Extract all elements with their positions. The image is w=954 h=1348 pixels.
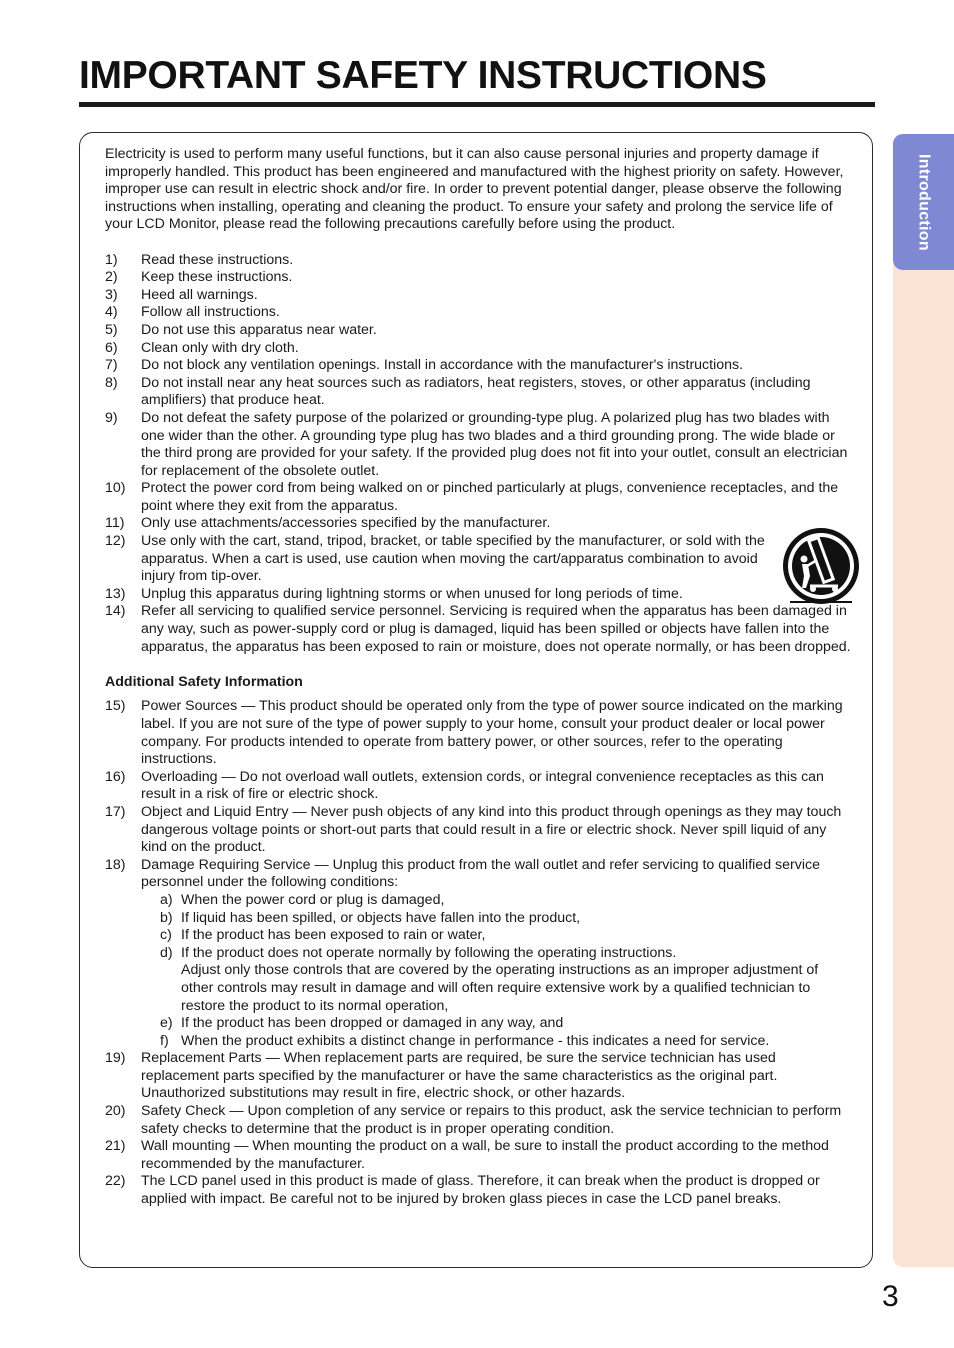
additional-safety-heading: Additional Safety Information bbox=[105, 673, 303, 690]
side-tab-strip bbox=[893, 134, 954, 1267]
list-item: 22) The LCD panel used in this product is made of glass. Therefore, it can break when the product is dropped or applied with impact. Be careful not to be injured by broken glass pieces in case the LCD panel breaks. bbox=[105, 1173, 820, 1208]
sub-list-note: Adjust only those controls that are covered by the operating instructions as an improper adjustment of other controls may result in damage and will often require extensive work by a qualified technician to restore the product to its normal operation, bbox=[181, 962, 819, 1014]
safety-content bbox=[105, 146, 851, 1209]
list-item: 18) Damage Requiring Service — Unplug this product from the wall outlet and refer servicing to qualified service personnel under the following conditions: bbox=[105, 856, 820, 891]
sub-list-item: f) When the product exhibits a distinct change in performance - this indicates a need for service. bbox=[160, 1032, 770, 1049]
intro-paragraph: Electricity is used to perform many useful functions, but it can also cause personal injuries and property damage if improperly handled. This product has been engineered and manufactured with the highest priority on safety. However, improper use can result in electric shock and/or fire. In order to prevent potential danger, please observe the following instructions when installing, operating and cleaning the product. To ensure your safety and prolong the service life of your LCD Monitor, please read the following precautions carefully before using the product. bbox=[105, 146, 844, 233]
list-item: 20) Safety Check — Upon completion of any service or repairs to this product, ask the service technician to perform safety checks to determine that the product is in proper operating condition. bbox=[105, 1103, 842, 1137]
sub-list-item: c) If the product has been exposed to rain or water, bbox=[160, 927, 486, 944]
list-item: 12) Use only with the cart, stand, tripod, bracket, or table specified by the manufacturer, or sold with the apparatus. When a cart is used, use caution when moving the cart/apparatus combination to avoid injury from tip-over. bbox=[105, 533, 765, 585]
additional-list bbox=[105, 698, 851, 1208]
list-item: 11) Only use attachments/accessories specified by the manufacturer. bbox=[105, 515, 551, 532]
list-item: 10) Protect the power cord from being walked on or pinched particularly at plugs, convenience receptacles, and the point where they exit from the apparatus. bbox=[105, 480, 839, 514]
list-item: 2) Keep these instructions. bbox=[105, 269, 293, 286]
list-item: 3) Heed all warnings. bbox=[105, 286, 258, 303]
list-item: 14) Refer all servicing to qualified service personnel. Servicing is required when the apparatus has been damaged in any way, such as power-supply cord or plug is damaged, liquid has been spilled or objects have fallen into the apparatus, the apparatus has been exposed to rain or moisture, does not operate normally, or has been dropped. bbox=[105, 603, 851, 655]
list-item: 15) Power Sources — This product should be operated only from the type of power source indicated on the marking label. If you are not sure of the type of power supply to your home, consult your product dealer or local power company. For products intended to operate from battery power, or other sources, refer to the operating instructions. bbox=[105, 698, 843, 768]
page-number: 3 bbox=[882, 1280, 899, 1313]
list-item: 21) Wall mounting — When mounting the product on a wall, be sure to install the product according to the method recommended by the manufacturer. bbox=[105, 1138, 829, 1172]
list-item: 13) Unplug this apparatus during lightning storms or when unused for long periods of time. bbox=[105, 585, 683, 602]
title-rule bbox=[79, 102, 875, 107]
sub-list-item: e) If the product has been dropped or damaged in any way, and bbox=[160, 1015, 564, 1032]
list-item: 8) Do not install near any heat sources such as radiators, heat registers, stoves, or other apparatus (including amplifiers) that produce heat. bbox=[105, 374, 811, 409]
list-item: 19) Replacement Parts — When replacement parts are required, be sure the service technician has used replacement parts specified by the manufacturer or have the same characteristics as the original part. Unauthorized substitutions may result in fire, electric shock, or other hazards. bbox=[105, 1050, 778, 1102]
sub-list-item: d) If the product does not operate normally by following the operating instructions. bbox=[160, 944, 677, 961]
sub-list-item: a) When the power cord or plug is damaged, bbox=[160, 891, 445, 908]
sub-list-item: b) If liquid has been spilled, or objects have fallen into the product, bbox=[160, 909, 581, 926]
cart-tip-over-warning-icon bbox=[780, 526, 862, 608]
list-item: 5) Do not use this apparatus near water. bbox=[105, 321, 377, 338]
list-item: 1) Read these instructions. bbox=[105, 251, 294, 268]
instruction-list bbox=[105, 252, 851, 657]
list-item: 9) Do not defeat the safety purpose of the polarized or grounding-type plug. A polarized plug has two blades with one wider than the other. A grounding type plug has two blades and a third grounding prong. The wide blade or the third prong are provided for your safety. If the provided plug does not fit into your outlet, consult an electrician for replacement of the obsolete outlet. bbox=[105, 409, 848, 479]
list-item: 4) Follow all instructions. bbox=[105, 304, 280, 321]
page-title: IMPORTANT SAFETY INSTRUCTIONS bbox=[79, 54, 767, 97]
section-tab-label: Introduction bbox=[915, 153, 933, 251]
list-item: 16) Overloading — Do not overload wall outlets, extension cords, or integral convenience receptacles as this can result in a risk of fire or electric shock. bbox=[105, 768, 824, 803]
list-item: 6) Clean only with dry cloth. bbox=[105, 339, 299, 356]
list-item: 7) Do not block any ventilation openings. Install in accordance with the manufacturer's instructions. bbox=[105, 357, 744, 374]
section-tab-introduction[interactable] bbox=[893, 134, 954, 270]
list-item: 17) Object and Liquid Entry — Never push objects of any kind into this product through openings as they may touch dangerous voltage points or short-out parts that could result in a fire or electric shock. Never spill liquid of any kind on the product. bbox=[105, 803, 842, 856]
